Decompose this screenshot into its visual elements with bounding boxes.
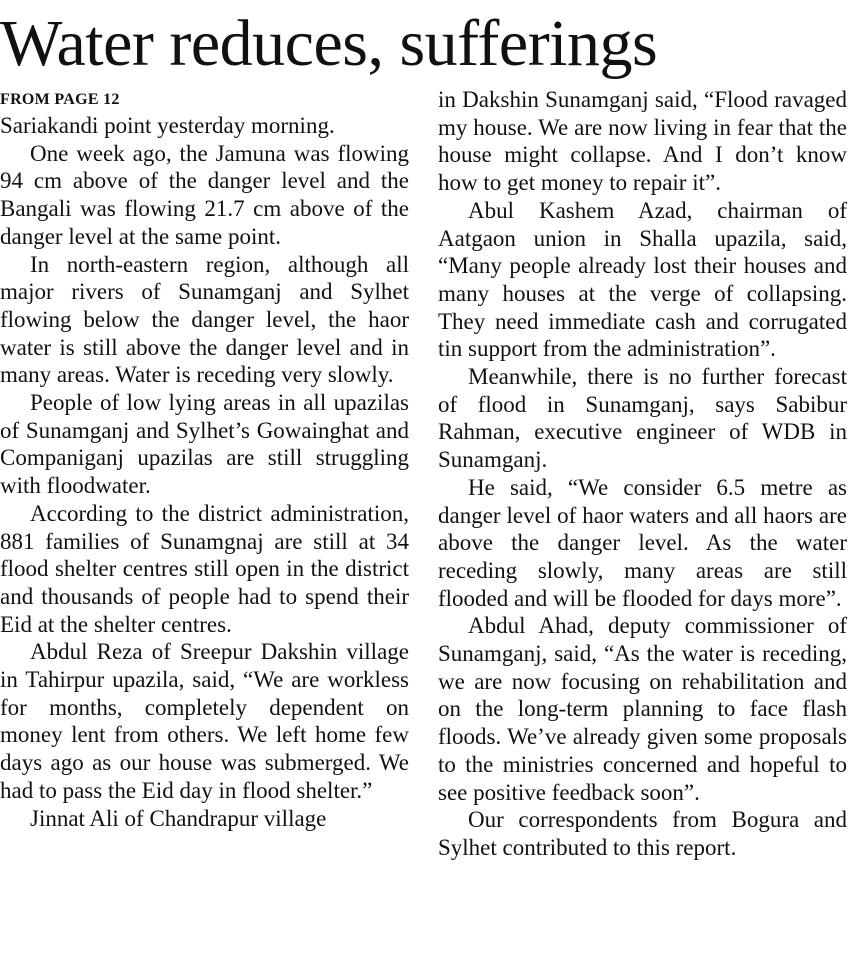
paragraph: In north-eastern region, although all major rivers of Sunamganj and Sylhet flowing below the danger level, the haor water is still above the danger level and in many areas. Water is receding very slowly. bbox=[0, 251, 409, 388]
article-column-right bbox=[438, 86, 847, 862]
paragraph: Abdul Ahad, deputy commissioner of Sunamganj, said, “As the water is receding, we are now focusing on rehabilitation and on the long-term planning to face flash floods. We’ve already given some proposals to the ministries concerned and hopeful to see positive feedback soon”. bbox=[438, 613, 847, 805]
paragraph: One week ago, the Jamuna was flowing 94 cm above of the danger level and the Bangali was flowing 21.7 cm above of the danger level at the same point. bbox=[0, 140, 409, 249]
paragraph: Meanwhile, there is no further forecast of flood in Sunamganj, says Sabibur Rahman, executive engineer of WDB in Sunamganj. bbox=[438, 364, 847, 473]
paragraph: Jinnat Ali of Chandrapur village bbox=[30, 805, 327, 831]
paragraph: Sariakandi point yesterday morning. bbox=[0, 113, 335, 138]
paragraph: He said, “We consider 6.5 metre as danger level of haor waters and all haors are above the danger level. As the water receding slowly, many areas are still flooded and will be flooded for days more”. bbox=[438, 474, 847, 611]
paragraph: in Dakshin Sunamganj said, “Flood ravaged my house. We are now living in fear that the house might collapse. And I don’t know how to get money to repair it”. bbox=[438, 87, 847, 196]
paragraph: People of low lying areas in all upazilas of Sunamganj and Sylhet’s Gowainghat and Companiganj upazilas are still struggling with floodwater. bbox=[0, 390, 409, 499]
paragraph: Abdul Reza of Sreepur Dakshin village in Tahirpur upazila, said, “We are workless for months, completely dependent on money lent from others. We left home few days ago as our house was submerged. We had to pass the Eid day in flood shelter.” bbox=[0, 639, 409, 803]
continued-from-label: FROM PAGE 12 bbox=[0, 91, 120, 108]
paragraph: Abul Kashem Azad, chairman of Aatgaon union in Shalla upazila, said, “Many people already lost their houses and many houses at the verge of collapsing. They need immediate cash and corrugated tin support from the administration”. bbox=[438, 197, 847, 362]
article-column-left bbox=[0, 86, 409, 832]
paragraph: According to the district administration, 881 families of Sunamgnaj are still at 34 flood shelter centres still open in the district and thousands of people had to spend their Eid at the shelter centres. bbox=[0, 500, 409, 637]
paragraph: Our correspondents from Bogura and Sylhet contributed to this report. bbox=[438, 807, 847, 860]
article-headline: Water reduces, sufferings bbox=[0, 7, 658, 80]
